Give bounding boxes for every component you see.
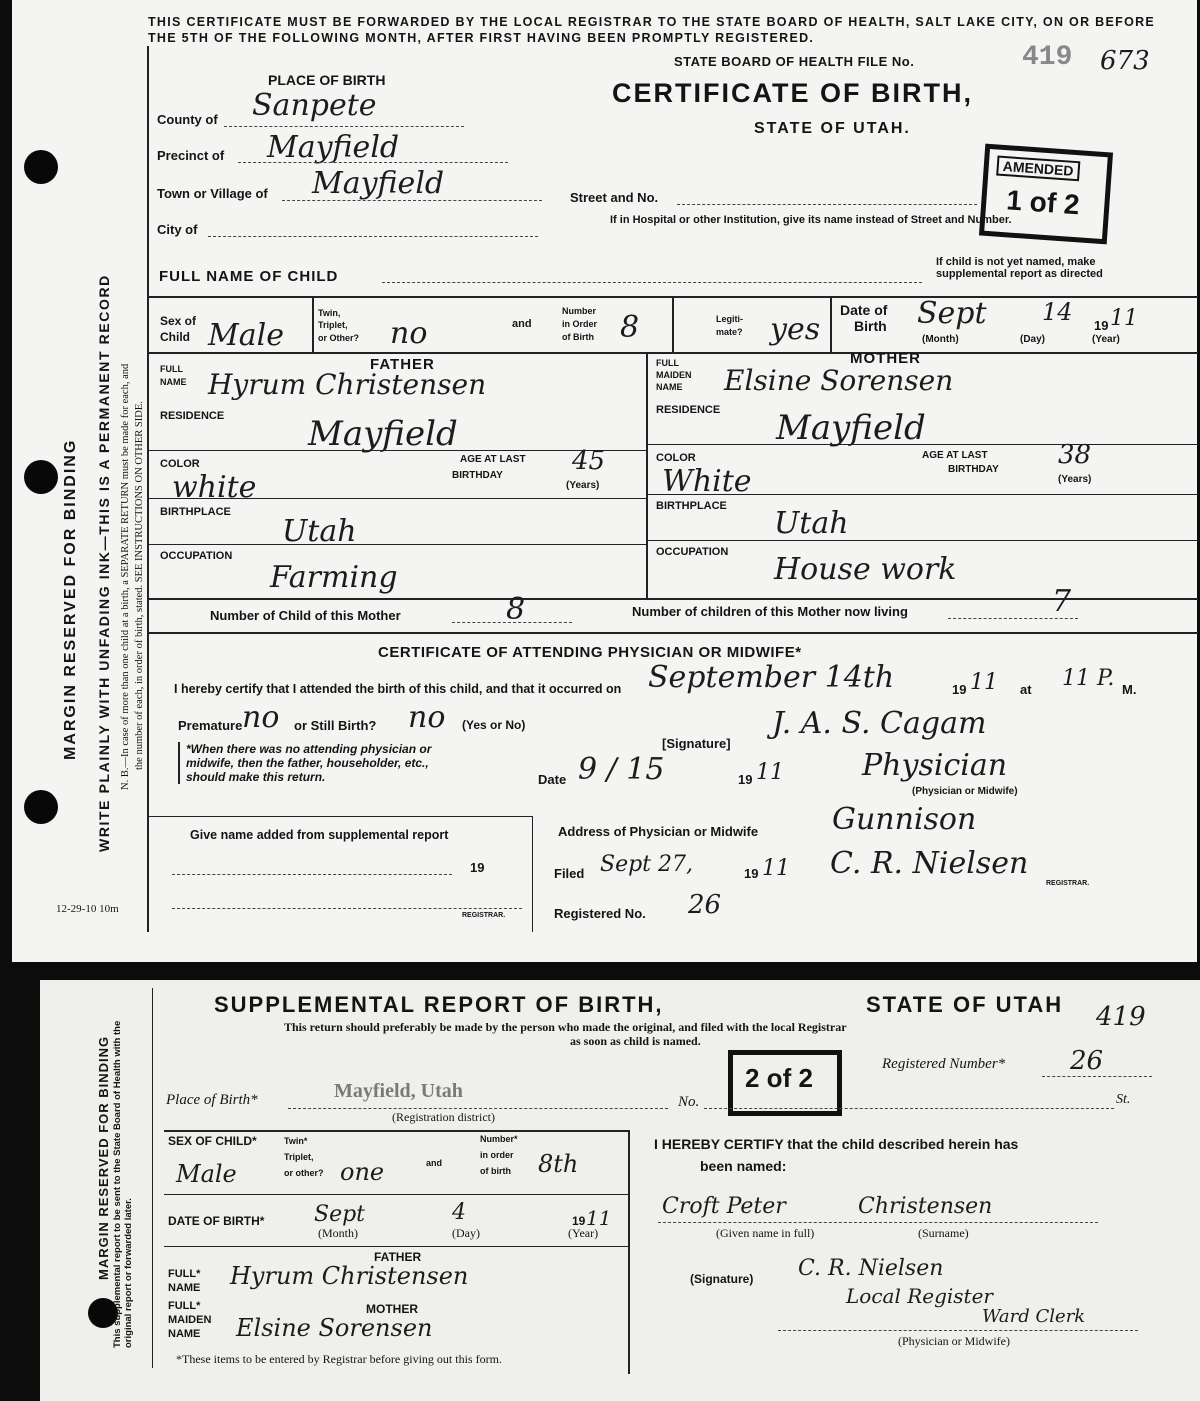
sex-label-2: Child [160,330,190,344]
father-residence: Mayfield [308,414,458,454]
mother-maiden-label: MAIDEN [656,370,692,380]
st-label: St. [1116,1092,1131,1107]
city-label: City of [157,222,198,237]
no-physician-note [178,742,431,784]
place-of-birth-heading: PLACE OF BIRTH [268,72,386,88]
supp-registrar-label: REGISTRAR. [462,912,506,919]
father-age-label-1: AGE AT LAST [460,454,526,465]
order-label-3: of Birth [562,332,594,342]
mother-color-label: COLOR [656,452,696,464]
sex-value: Male [176,1160,237,1188]
signer-title: Local Register [846,1284,993,1308]
order-label-3: of birth [480,1166,511,1176]
father-age: 45 [572,446,606,476]
twin-label-1: Twin* [284,1136,308,1146]
twin-label-1: Twin, [318,308,341,318]
place-of-birth-stamp: Mayfield, Utah [334,1080,463,1102]
rule [148,498,646,499]
legit-label-2: mate? [716,327,743,337]
father-full-label: FULL* [168,1268,201,1280]
mother-maiden-label: MAIDEN [168,1314,212,1326]
father-color-label: COLOR [160,458,200,470]
father-heading: FATHER [374,1250,422,1264]
father-occupation-label: OCCUPATION [160,550,233,562]
legit-label-1: Legiti- [716,314,743,324]
header-notice: THIS CERTIFICATE MUST BE FORWARDED BY THE LOCAL REGISTRAR TO THE STATE BOARD OF HEALTH, SALT LAKE CITY, ON OR BEFORE THE 5TH OF THE FOLLOWING MONTH, AFTER FIRST HAVING BEEN PROMPTLY REGISTERED. [148,15,1156,45]
date-label: Date [538,772,567,787]
mother-occupation-label: OCCUPATION [656,546,729,558]
mother-age-label-2: BIRTHDAY [948,464,999,475]
town-value: Mayfield [312,166,445,201]
dob-month-label: (Month) [318,1226,358,1240]
handwritten-number: 419 [1096,1002,1146,1032]
supp-name-line [172,874,452,875]
dob-day-label: (Day) [452,1226,480,1240]
dob-month: Sept [314,1202,366,1227]
given-name-label: (Given name in full) [716,1226,815,1240]
not-named-note-2: supplemental report as directed [936,268,1103,280]
registrar-label: REGISTRAR. [1046,880,1090,887]
father-birthplace-label: BIRTHPLACE [160,506,231,518]
hospital-note: If in Hospital or other Institution, give its name instead of Street and Number. [610,214,1012,226]
father-full-label: FULL [160,364,183,374]
amended-stamp [979,144,1113,245]
divider [628,1130,630,1374]
physician-or-midwife-label: (Physician or Midwife) [912,786,1018,797]
supp-name-label: Give name added from supplemental report [190,828,449,842]
town-line [282,200,542,201]
permanent-record-label: WRITE PLAINLY WITH UNFADING INK—THIS IS A PERMANENT RECORD [96,274,112,852]
divider [672,298,674,352]
rule [148,632,1198,634]
no-label: No. [678,1094,700,1110]
premature-value: no [242,700,280,735]
occurred-year-prefix: 19 [952,682,967,697]
child-surname: Christensen [858,1194,993,1219]
precinct-value: Mayfield [267,130,400,165]
full-name-label: FULL NAME OF CHILD [159,268,339,285]
mother-name: Elsine Sorensen [724,364,954,397]
punch-hole [24,790,58,824]
dob-day-label: (Day) [1020,334,1046,345]
sex-label: SEX OF CHILD* [168,1134,257,1148]
signature-label: [Signature] [662,736,731,751]
mother-color: White [662,464,752,499]
certificate-subtitle: STATE OF UTAH. [754,120,911,137]
registration-district-label: (Registration district) [392,1110,495,1124]
file-no-handwritten: 673 [1100,46,1150,76]
dob-year-label: (Year) [568,1226,599,1240]
m-label: M. [1122,682,1137,697]
mother-birthplace-label: BIRTHPLACE [656,500,727,512]
birth-certificate-sheet [12,0,1197,962]
order-value: 8 [620,310,640,345]
surname-label: (Surname) [918,1226,969,1240]
child-name-line [658,1222,1098,1223]
and-label: and [426,1158,443,1168]
town-label: Town or Village of [157,186,268,201]
filed-year-prefix: 19 [744,866,759,881]
mother-residence: Mayfield [776,408,926,448]
rule [164,1130,628,1132]
footnote: *These items to be entered by Registrar before giving out this form. [176,1352,502,1366]
filed-date: Sept 27, [600,852,693,877]
page-stamp-label: 2 of 2 [745,1063,813,1093]
physician-title: Physician [862,748,1008,783]
certificate-date: 9 / 15 [578,752,665,787]
form-code: 12-29-10 10m [56,903,119,915]
child-number-label: Number of Child of this Mother [210,608,401,623]
dob-day: 14 [1042,298,1073,326]
dob-year: 11 [586,1206,612,1230]
order-value: 8th [538,1150,579,1178]
registered-number-label: Registered Number* [882,1056,1006,1072]
premature-label: Premature [178,718,243,733]
father-residence-label: RESIDENCE [160,410,225,422]
parents-divider [646,352,648,598]
dob-label-1: Date of [840,302,888,318]
order-label-1: Number [562,306,597,316]
punch-hole [24,150,58,184]
twin-label-3: or other? [284,1168,324,1178]
amended-stamp-label: AMENDED [996,156,1080,182]
mother-years-label: (Years) [1058,474,1092,485]
divider [532,816,533,932]
occurred-date: September 14th [648,660,895,695]
twin-value: no [390,316,428,351]
city-line [208,236,538,237]
certify-text: I hereby certify that I attended the birth of this child, and that it occurred on [174,682,622,696]
form-left-border [152,988,153,1368]
rule [164,1246,628,1247]
side-note: This supplemental report to be sent to the State Board of Health with the original report or forwarded later. [112,1020,134,1348]
certificate-title: CERTIFICATE OF BIRTH, [612,78,973,108]
note-line-1: *When there was no attending physician or [186,742,432,756]
instruction-line-2: as soon as child is named. [570,1034,701,1048]
precinct-label: Precinct of [157,148,225,163]
street-line [677,204,977,205]
punch-hole [24,460,58,494]
mother-age: 38 [1058,440,1092,470]
signer-title-2: Ward Clerk [982,1306,1086,1327]
order-label-2: in Order [562,319,598,329]
margin-reserved-label: MARGIN RESERVED FOR BINDING [62,438,79,760]
father-name-label: NAME [168,1282,201,1294]
father-name: Hyrum Christensen [208,368,487,401]
registered-no-value: 26 [688,890,722,920]
county-value: Sanpete [252,88,377,123]
child-number-line [452,622,572,623]
mother-name: Elsine Sorensen [236,1314,433,1342]
dob-month-label: (Month) [922,334,959,345]
legit-value: yes [770,312,821,347]
registrar-signature: C. R. Nielsen [830,846,1029,881]
signature-value: C. R. Nielsen [798,1256,944,1281]
dob-label: DATE OF BIRTH* [168,1214,265,1228]
mother-full-label: FULL [656,358,679,368]
precinct-line [238,162,508,163]
certify-line-2: been named: [700,1158,787,1174]
sex-value: Male [208,318,284,353]
rule [148,352,1198,354]
still-birth-label: or Still Birth? [294,718,377,733]
signature-line [778,1330,1138,1331]
instruction-line-1: This return should preferably be made by the person who made the original, and filed with the local Registrar [284,1020,847,1034]
dob-year: 11 [1110,306,1138,331]
father-name: Hyrum Christensen [230,1262,469,1290]
twin-label-2: Triplet, [284,1152,314,1162]
page-stamp [728,1050,842,1116]
still-birth-value: no [408,700,446,735]
order-label-1: Number* [480,1134,518,1144]
mother-heading: MOTHER [850,350,921,367]
dob-day: 4 [452,1200,466,1225]
nb-note-line1: N. B.—In case of more than one child at a birth, a SEPARATE RETURN must be made for each, and [120,363,131,790]
mother-residence-label: RESIDENCE [656,404,721,416]
dob-label-2: Birth [854,318,887,334]
mother-heading: MOTHER [366,1302,418,1316]
physician-signature: J. A. S. Cagam [772,706,987,741]
rule [148,598,1198,600]
father-heading: FATHER [370,356,435,373]
note-line-3: should make this return. [186,770,326,784]
supplemental-title: SUPPLEMENTAL REPORT OF BIRTH, [214,992,664,1017]
sex-label-1: Sex of [160,314,197,328]
rule [148,816,532,817]
supplemental-title-state: STATE OF UTAH [866,992,1064,1017]
mother-birthplace: Utah [774,506,849,541]
registered-number-line [1042,1076,1152,1077]
mother-age-label-1: AGE AT LAST [922,450,988,461]
dob-year-label: (Year) [1092,334,1120,345]
children-living-line [948,618,1078,619]
dob-month: Sept [917,296,987,331]
father-birthplace: Utah [282,514,357,549]
twin-label-3: or Other? [318,333,360,343]
occurred-year: 11 [970,670,998,695]
county-label: County of [157,112,218,127]
signature-label: (Signature) [690,1272,754,1286]
dob-year-prefix: 19 [572,1214,586,1228]
physician-or-midwife-label: (Physician or Midwife) [898,1334,1010,1348]
dob-year-prefix: 19 [1094,318,1109,333]
divider [312,298,314,352]
occurred-time: 11 P. [1062,666,1115,691]
physician-address: Gunnison [832,802,977,837]
rule [646,494,1198,495]
cert-year: 11 [756,760,784,785]
mother-full-label: FULL* [168,1300,201,1312]
rule [164,1194,628,1195]
nb-note-line2: the number of each, in order of birth, stated. SEE INSTRUCTIONS ON OTHER SIDE. [134,401,145,770]
physician-heading: CERTIFICATE OF ATTENDING PHYSICIAN OR MIDWIFE* [378,644,802,661]
rule [646,540,1198,541]
at-label: at [1020,682,1032,697]
father-years-label: (Years) [566,480,600,491]
place-of-birth-line [288,1108,668,1109]
not-named-note-1: If child is not yet named, make [936,256,1096,268]
father-color: white [172,470,257,505]
file-no-stamp: 419 [1022,42,1073,73]
and-label: and [512,318,532,330]
rule [148,544,646,545]
supp-year-label: 19 [470,860,485,875]
street-line [704,1108,1114,1109]
twin-value: one [340,1158,385,1186]
full-name-line [382,282,922,283]
supp-registrar-line [172,908,522,909]
father-name-label: NAME [160,377,187,387]
child-number-value: 8 [506,592,526,627]
street-label: Street and No. [570,190,659,205]
father-occupation: Farming [270,560,398,595]
registered-number-value: 26 [1070,1046,1104,1076]
mother-occupation: House work [774,552,957,587]
filed-year: 11 [762,856,790,881]
page-stamp: 1 of 2 [1005,184,1081,221]
margin-reserved-label: MARGIN RESERVED FOR BINDING [96,1035,111,1280]
filed-label: Filed [554,866,585,881]
place-of-birth-label: Place of Birth* [166,1092,258,1108]
yes-no-label: (Yes or No) [462,718,526,732]
note-line-2: midwife, then the father, householder, etc., [186,756,429,770]
mother-name-label: NAME [656,382,683,392]
rule [646,444,1198,445]
order-label-2: in order [480,1150,514,1160]
child-given-name: Croft Peter [662,1194,786,1219]
file-no-label: STATE BOARD OF HEALTH FILE No. [674,54,915,69]
address-label: Address of Physician or Midwife [558,824,759,839]
form-left-border [147,46,149,932]
twin-label-2: Triplet, [318,320,348,330]
supplemental-report-sheet [40,980,1200,1401]
certify-line-1: I HEREBY CERTIFY that the child described herein has [654,1136,1019,1152]
county-line [224,126,464,127]
cert-year-prefix: 19 [738,772,753,787]
father-age-label-2: BIRTHDAY [452,470,503,481]
children-living-label: Number of children of this Mother now living [632,604,908,619]
divider [830,298,832,352]
children-living-value: 7 [1052,584,1072,619]
registered-no-label: Registered No. [554,906,646,921]
mother-name-label: NAME [168,1328,201,1340]
